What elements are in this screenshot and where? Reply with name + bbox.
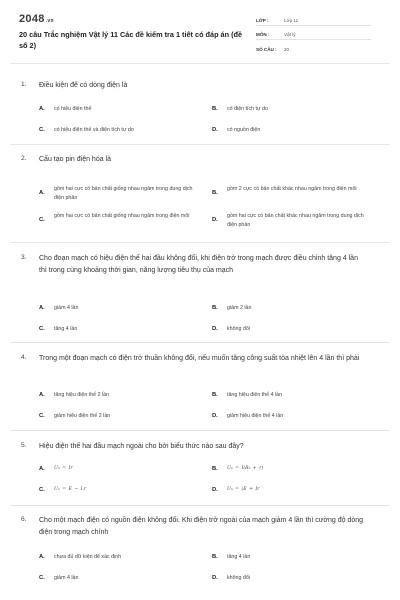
question-divider: [10, 144, 390, 145]
question-text: Trong một đoạn mạch có điện trở thuần không đổi, nếu muốn tăng công suất tỏa nhiệt lên 4 lần thì phải: [39, 355, 360, 362]
question-divider: [10, 242, 390, 243]
question-text: Hiệu điện thế hai đầu mạch ngoài cho bởi biểu thức nào sau đây?: [39, 443, 244, 450]
question-number: 2.: [21, 155, 27, 162]
question-text: Cho đoạn mạch có hiệu điện thế hai đầu không đổi, khi điện trở trong mạch được điều chỉnh tăng 4 lần thì trong cùng khoảng thời gian, năng lượng tiêu thụ của mạch: [39, 255, 358, 275]
logo-suffix: .vn: [45, 18, 54, 24]
option-letter: C.: [39, 413, 45, 419]
divider: [256, 25, 371, 26]
option-text: tăng hiệu điện thế 2 lần: [54, 392, 110, 398]
option-letter: D.: [212, 217, 218, 223]
option-letter: D.: [212, 575, 218, 581]
option-letter: A.: [39, 554, 45, 560]
meta-label: SỐ CÂU :: [256, 47, 277, 52]
question-number: 4.: [21, 354, 27, 361]
option-text: không đổi: [227, 326, 250, 332]
option-letter: D.: [212, 413, 218, 419]
option-text: gồm hai cực có bản chất khác nhau ngâm trong dung dịch điện phân: [227, 213, 364, 228]
option-formula: Uₙ = E − I.r: [54, 487, 87, 492]
option-letter: A.: [39, 466, 45, 472]
option-letter: A.: [39, 190, 45, 196]
meta-value: Lớp 11: [284, 18, 299, 23]
option-text: giảm hiệu điện thế 4 lần: [227, 413, 284, 419]
divider: [256, 39, 371, 40]
option-letter: C.: [39, 217, 45, 223]
option-formula: Uₙ = I(Rₙ + r): [227, 466, 264, 471]
option-formula: Uₙ = Ir: [54, 466, 73, 471]
option-letter: B.: [212, 106, 218, 112]
option-letter: B.: [212, 466, 218, 472]
meta-label: LỚP :: [256, 18, 269, 23]
header: [0, 0, 400, 62]
option-text: tăng 4 lần: [227, 554, 251, 560]
option-text: giảm 4 lần: [54, 305, 79, 311]
option-text: gồm hai cực có bản chất giống nhau ngâm trong dung dịch điện phân: [54, 186, 193, 201]
option-text: có điện tích tự do: [227, 106, 268, 112]
option-text: gồm hai cực có bản chất giống nhau ngâm trong điện môi: [54, 213, 190, 219]
option-text: có hiệu điện thế và điện tích tự do: [54, 127, 134, 133]
option-letter: A.: [39, 305, 45, 311]
option-text: tăng 4 lần: [54, 326, 78, 332]
question-number: 1.: [21, 81, 27, 88]
option-text: gồm 2 cực có bản chất khác nhau ngâm trong điện môi: [227, 186, 357, 192]
option-letter: C.: [39, 326, 45, 332]
question-divider: [10, 505, 390, 506]
option-text: giảm 2 lần: [227, 305, 252, 311]
header-divider: [10, 63, 390, 64]
site-logo[interactable]: [19, 13, 54, 25]
meta-label: MÔN :: [256, 32, 270, 37]
question-text: Cấu tạo pin điện hóa là: [39, 156, 111, 163]
option-letter: D.: [212, 326, 218, 332]
option-text: chưa đủ dữ kiện để xác định: [54, 554, 122, 560]
option-text: không đổi: [227, 575, 250, 581]
option-letter: B.: [212, 190, 218, 196]
option-letter: B.: [212, 305, 218, 311]
option-letter: B.: [212, 392, 218, 398]
question-divider: [10, 342, 390, 343]
option-text: có nguồn điện: [227, 127, 261, 133]
question-text: Cho một mạch điện có nguồn điện không đổi. Khi điện trở ngoài của mạch giảm 4 lần thì cường độ dòng điện trong mạch chính: [39, 517, 364, 537]
question-text: Điều kiện để có dòng điện là: [39, 82, 128, 89]
option-letter: A.: [39, 392, 45, 398]
page-title: 20 câu Trắc nghiệm Vật lý 11 Các đề kiểm tra 1 tiết có đáp án (đề số 2): [19, 30, 243, 50]
option-letter: C.: [39, 575, 45, 581]
question-number: 3.: [21, 254, 27, 261]
option-formula: Uₙ = (E + Ir: [227, 487, 260, 492]
meta-value: Vật lý: [284, 32, 296, 37]
option-letter: C.: [39, 127, 45, 133]
option-text: giảm hiệu điện thế 2 lần: [54, 413, 111, 419]
question-number: 6.: [21, 516, 27, 523]
option-letter: D.: [212, 127, 218, 133]
option-letter: D.: [212, 487, 218, 493]
option-text: giảm 4 lần: [54, 575, 79, 581]
question-number: 5.: [21, 442, 27, 449]
option-text: có hiệu điện thế: [54, 106, 92, 112]
option-letter: A.: [39, 106, 45, 112]
question-divider: [10, 430, 390, 431]
option-letter: C.: [39, 487, 45, 493]
option-letter: B.: [212, 554, 218, 560]
logo-main: 2048: [19, 13, 45, 25]
option-text: tăng hiệu điện thế 4 lần: [227, 392, 283, 398]
meta-value: 20: [284, 47, 290, 52]
